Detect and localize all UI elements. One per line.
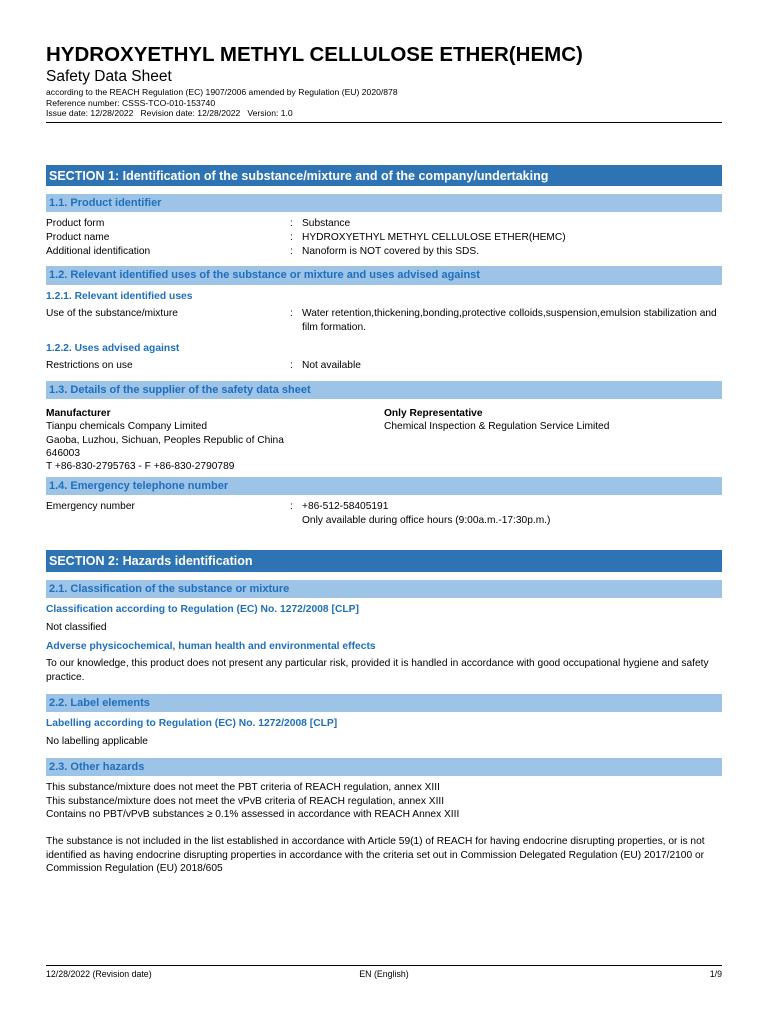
clp-classification-heading: Classification according to Regulation (EC) No. 1272/2008 [CLP] bbox=[46, 604, 359, 615]
endocrine-disruptor-paragraph bbox=[46, 835, 705, 876]
subsection-2-3-header bbox=[46, 758, 722, 776]
field-value: Nanoform is NOT covered by this SDS. bbox=[302, 246, 480, 257]
field-separator: : bbox=[290, 501, 293, 512]
paragraph-line: identified as having endocrine disrupting properties in accordance with the criteria set out in Commission Delegated Regulation (EU) 2017/2100 or bbox=[46, 849, 705, 861]
field-value: HYDROXYETHYL METHYL CELLULOSE ETHER(HEMC) bbox=[302, 232, 566, 243]
field-label: Emergency number bbox=[46, 501, 135, 512]
section-2-header bbox=[46, 550, 722, 572]
field-value-line: film formation. bbox=[302, 322, 366, 333]
manufacturer-line: Gaoba, Luzhou, Sichuan, Peoples Republic of China bbox=[46, 434, 284, 446]
field-label: Additional identification bbox=[46, 246, 151, 257]
field-value-line: Only available during office hours (9:00a.m.-17:30p.m.) bbox=[302, 515, 551, 526]
subsection-1-1-heading: 1.1. Product identifier bbox=[49, 196, 162, 209]
field-separator: : bbox=[290, 360, 293, 371]
field-value: Not available bbox=[302, 360, 361, 371]
reference-number: Reference number: CSSS-TCO-010-153740 bbox=[46, 98, 216, 108]
subsection-1-2-header bbox=[46, 266, 722, 285]
manufacturer-line: T +86-830-2795763 - F +86-830-2790789 bbox=[46, 461, 235, 473]
field-value bbox=[302, 500, 550, 528]
field-separator: : bbox=[290, 246, 293, 257]
hazard-line: This substance/mixture does not meet the PBT criteria of REACH regulation, annex XIII bbox=[46, 782, 440, 793]
subsection-2-2-heading: 2.2. Label elements bbox=[49, 696, 150, 709]
field-label: Product form bbox=[46, 218, 105, 229]
field-row-additional-identification bbox=[0, 245, 768, 259]
field-value: Substance bbox=[302, 218, 351, 229]
subsection-2-2-header bbox=[46, 694, 722, 712]
footer-page-number: 1/9 bbox=[709, 969, 722, 979]
hazard-line: This substance/mixture does not meet the vPvB criteria of REACH regulation, annex XIII bbox=[46, 795, 445, 807]
adverse-effects-heading: Adverse physicochemical, human health and environmental effects bbox=[46, 641, 376, 652]
field-separator: : bbox=[290, 308, 293, 319]
section-1-heading: SECTION 1: Identification of the substance/mixture and of the company/undertaking bbox=[49, 168, 549, 183]
document-subtitle: Safety Data Sheet bbox=[46, 68, 172, 85]
clp-classification-value: Not classified bbox=[46, 622, 107, 633]
subsection-1-4-header bbox=[46, 477, 722, 495]
field-label: Use of the substance/mixture bbox=[46, 308, 178, 319]
manufacturer-block bbox=[46, 407, 284, 473]
subsection-2-1-header bbox=[46, 580, 722, 598]
adverse-effects-paragraph bbox=[46, 657, 709, 685]
field-value-line: +86-512-58405191 bbox=[302, 501, 389, 512]
field-row-emergency-number bbox=[0, 500, 768, 526]
field-label: Restrictions on use bbox=[46, 360, 133, 371]
subsection-1-3-header bbox=[46, 381, 722, 399]
subsection-2-3-heading: 2.3. Other hazards bbox=[49, 760, 145, 773]
representative-block bbox=[384, 407, 609, 434]
field-value bbox=[302, 307, 717, 335]
issue-info bbox=[46, 108, 293, 118]
field-separator: : bbox=[290, 232, 293, 243]
version: Version: 1.0 bbox=[247, 108, 293, 118]
footer-rule bbox=[46, 965, 722, 966]
labelling-heading: Labelling according to Regulation (EC) No. 1272/2008 [CLP] bbox=[46, 718, 338, 729]
paragraph-line: Commission Regulation (EU) 2018/605 bbox=[46, 863, 223, 874]
paragraph-line: The substance is not included in the list established in accordance with Article 59(1) of REACH for having endocrine disrupting properties, or is not bbox=[46, 836, 705, 847]
manufacturer-line: Tianpu chemicals Company Limited bbox=[46, 421, 207, 433]
section-1-header bbox=[46, 165, 722, 186]
subsection-2-1-heading: 2.1. Classification of the substance or mixture bbox=[49, 582, 290, 595]
representative-line: Chemical Inspection & Regulation Service Limited bbox=[384, 421, 610, 433]
footer-revision-date: 12/28/2022 (Revision date) bbox=[46, 969, 152, 979]
subsection-1-2-2-heading: 1.2.2. Uses advised against bbox=[46, 343, 180, 354]
subsection-1-4-heading: 1.4. Emergency telephone number bbox=[49, 479, 229, 492]
issue-date: Issue date: 12/28/2022 bbox=[46, 108, 134, 118]
paragraph-line: practice. bbox=[46, 672, 85, 683]
field-row-use-of-substance bbox=[0, 307, 768, 333]
field-row-restrictions-on-use bbox=[0, 359, 768, 373]
other-hazards-list bbox=[46, 781, 459, 822]
labelling-value: No labelling applicable bbox=[46, 736, 148, 747]
subsection-1-3-heading: 1.3. Details of the supplier of the safety data sheet bbox=[49, 383, 311, 396]
manufacturer-heading: Manufacturer bbox=[46, 408, 111, 419]
footer-language: EN (English) bbox=[359, 969, 409, 979]
subsection-1-2-heading: 1.2. Relevant identified uses of the substance or mixture and uses advised against bbox=[49, 269, 480, 281]
revision-date: Revision date: 12/28/2022 bbox=[140, 108, 241, 118]
subsection-1-2-1-heading: 1.2.1. Relevant identified uses bbox=[46, 291, 193, 302]
section-2-heading: SECTION 2: Hazards identification bbox=[49, 554, 253, 568]
field-label: Product name bbox=[46, 232, 110, 243]
document-title: HYDROXYETHYL METHYL CELLULOSE ETHER(HEMC) bbox=[46, 43, 583, 66]
subsection-1-1-header bbox=[46, 194, 722, 212]
paragraph-line: To our knowledge, this product does not present any particular risk, provided it is handled in accordance with good occupational hygiene and safety bbox=[46, 658, 709, 669]
header-rule bbox=[46, 122, 722, 123]
field-separator: : bbox=[290, 218, 293, 229]
field-row-product-form bbox=[0, 217, 768, 231]
manufacturer-line: 646003 bbox=[46, 447, 80, 459]
hazard-line: Contains no PBT/vPvB substances ≥ 0.1% assessed in accordance with REACH Annex XIII bbox=[46, 809, 460, 820]
regulation-note: according to the REACH Regulation (EC) 1907/2006 amended by Regulation (EU) 2020/878 bbox=[46, 87, 398, 97]
field-value-line: Water retention,thickening,bonding,protective colloids,suspension,emulsion stabilization and bbox=[302, 308, 717, 319]
representative-heading: Only Representative bbox=[384, 408, 483, 419]
field-row-product-name bbox=[0, 231, 768, 245]
